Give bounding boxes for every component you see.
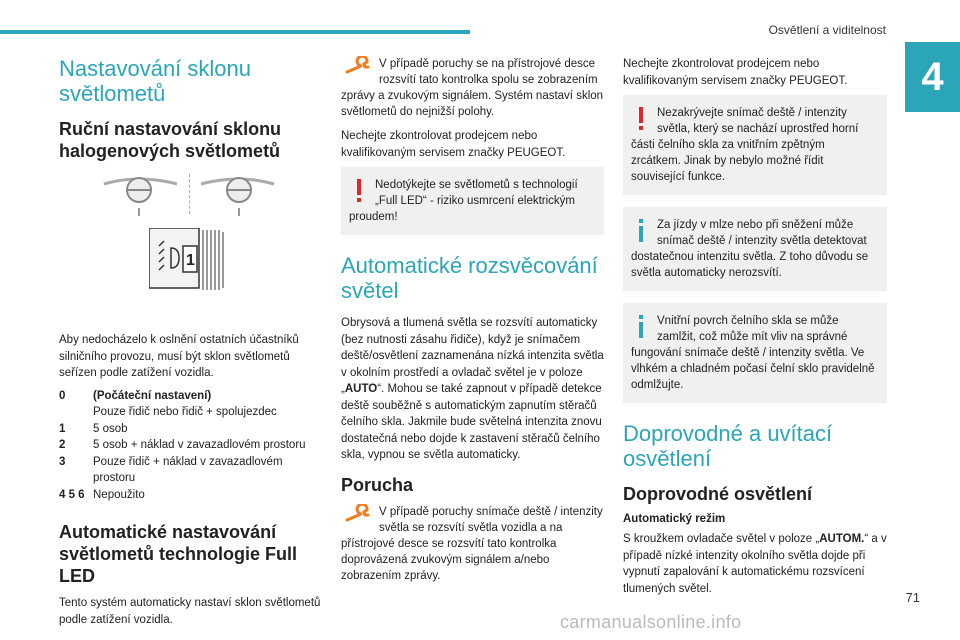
list-item: 1 5 osob: [59, 422, 128, 435]
sensor-warning-note: Nezakrývejte snímač deště / intenzity světla, který se nachází uprostřed horní části čelního skla za vnitřním zpětným zrcátkem. Jinak by nebylo možné řídit související funkce.: [623, 95, 887, 195]
headlamp-level-knob-icon: [149, 228, 229, 294]
column-2: [341, 56, 604, 592]
automatic-mode-text: S kroužkem ovladače světel v poloze „AUTOM.“ a v případě nízké intenzity okolního světla dojde při vypnutí zapalování k automatickému rozsvícení tlumených světel.: [623, 533, 887, 595]
subsection-title-fault: Porucha: [341, 474, 414, 495]
section-title-headlamp-levelling: Nastavování sklonu světlometů: [59, 56, 251, 106]
levelling-intro-text: Aby nedocházelo k oslnění ostatních účastníků silničního provozu, musí být sklon světlometů seřízen podle zatížení vozidla.: [59, 334, 299, 379]
fog-info-note: Za jízdy v mlze nebo při sněžení může snímač deště / intenzity světla detektovat dostatečnou intenzitu světla. Z toho důvodu se světla automaticky nerozsvítí.: [623, 207, 887, 291]
warning-exclamation-icon: [349, 177, 369, 205]
illustration-divider: [189, 174, 191, 214]
section-title-auto-lighting: Automatické rozsvěcování světel: [341, 253, 598, 303]
section-title-guide-me-home: Doprovodné a uvítací osvětlení: [623, 421, 833, 471]
fault-contact-text: Nechejte zkontrolovat prodejcem nebo kvalifikovaným servisem značky PEUGEOT.: [341, 130, 566, 159]
list-item: 3 Pouze řidič + náklad v zavazadlovém prostoru: [59, 455, 283, 484]
steering-wheel-icon: [99, 170, 179, 220]
full-led-danger-note: Nedotýkejte se světlometů s technologií „Full LED“ - riziko usmrcení elektrickým proudem!: [341, 167, 604, 235]
levelling-illustration: [59, 170, 321, 320]
wrench-icon: [341, 56, 375, 80]
watermark-text: carmanualsonline.info: [560, 612, 742, 632]
levelling-positions-list: [59, 388, 321, 504]
info-icon: [631, 217, 651, 245]
list-item: 4 5 6 Nepoužito: [59, 488, 145, 501]
chapter-tab: 4: [905, 42, 960, 112]
fault-warning-lamp-block: V případě poruchy se na přístrojové desce rozsvítí tato kontrolka spolu se zobrazením zprávy a zvukovým signálem. Systém nastaví sklon světlometů do nejnižší polohy.: [341, 58, 604, 118]
list-item: 0 (Počáteční nastavení) Pouze řidič nebo řidič + spolujezdec: [59, 389, 277, 418]
subsection-title-full-led: Automatické nastavování světlometů technologie Full LED: [59, 522, 298, 586]
windscreen-info-note: Vnitřní povrch čelního skla se může zamlžit, což může mít vliv na správné fungování snímače deště / intenzity světla. Ve vlhkém a chladném počasí čelní sklo pravidelně odmlžujte.: [623, 303, 887, 403]
contact-dealer-text: Nechejte zkontrolovat prodejcem nebo kvalifikovaným servisem značky PEUGEOT.: [623, 58, 848, 87]
column-3: [623, 56, 887, 603]
column-1: [59, 56, 321, 634]
subsection-title-guide-lighting: Doprovodné osvětlení: [623, 484, 813, 504]
running-title: Osvětlení a viditelnost: [768, 23, 886, 37]
full-led-text: Tento systém automaticky nastaví sklon světlometů podle zatížení vozidla.: [59, 597, 321, 626]
knob-digit: 1: [186, 252, 195, 269]
warning-exclamation-icon: [631, 105, 651, 133]
steering-wheel-icon: [199, 170, 279, 220]
auto-lighting-text: Obrysová a tlumená světla se rozsvítí automaticky (bez nutnosti zásahu řidiče), když je snímačem deště/osvětlení zaznamenána nízká intenzita světla v okolním prostředí a ovladač světel je v poloze „AUTO“. Mohou se také zapnout v případě detekce deště souběžně s automatickým zapnutím stěračů čelního skla. Jakmile bude světelná intenzita znovu dostatečná nebo dojde k zastavení stěračů čelního skla, vypnou se světla automaticky.: [341, 317, 604, 461]
header-accent-bar: [0, 30, 470, 34]
subsection-title-manual-levelling: Ruční nastavování sklonu halogenových světlometů: [59, 119, 282, 161]
sensor-fault-block: V případě poruchy snímače deště / intenzity světla se rozsvítí světla vozidla a na přístrojové desce se rozsvítí tato kontrolka doprovázená zvukovým signálem a/nebo zobrazením zprávy.: [341, 505, 603, 582]
info-icon: [631, 313, 651, 341]
automatic-mode-heading: Automatický režim: [623, 513, 726, 525]
page-number: 71: [905, 590, 920, 605]
wrench-icon: [341, 504, 375, 528]
list-item: 2 5 osob + náklad v zavazadlovém prostoru: [59, 439, 306, 451]
